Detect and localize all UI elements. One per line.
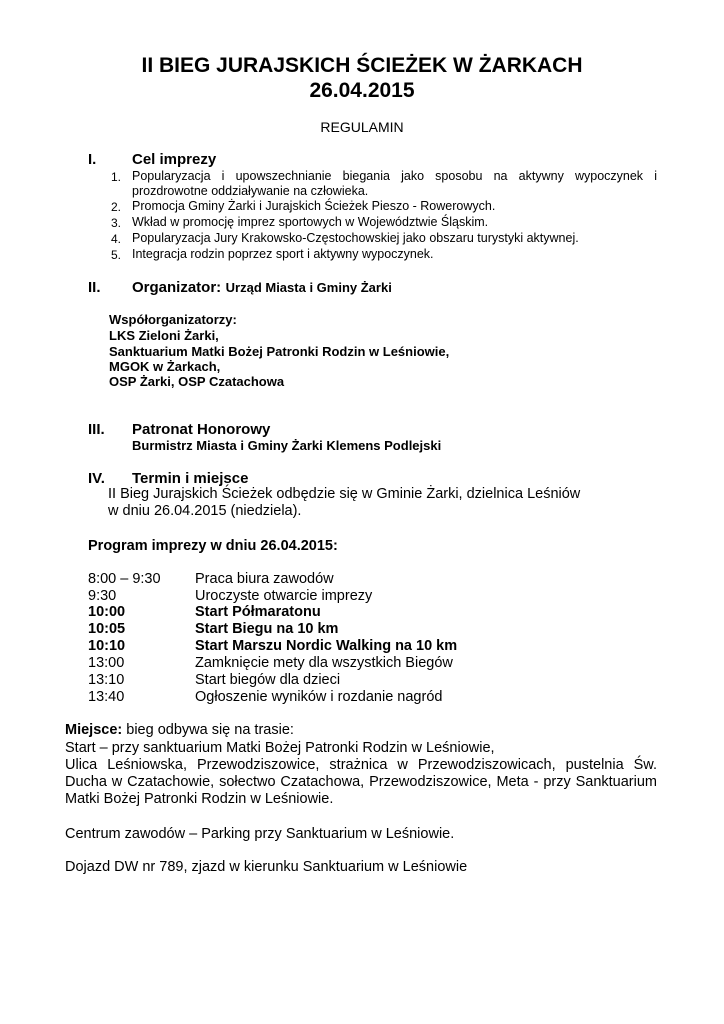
- program-event: Start Półmaratonu: [195, 604, 321, 620]
- date-place-text: II Bieg Jurajskich Ścieżek odbędzie się w Gminie Żarki, dzielnica Leśniów: [108, 486, 581, 502]
- list-item-number: 4.: [111, 232, 122, 246]
- document-date: 26.04.2015: [309, 79, 415, 102]
- route-text: Ulica Leśniowska, Przewodziszowice, strażnica w Przewodziszowicach, pustelnia Św.: [65, 757, 657, 773]
- location-intro: [65, 722, 294, 738]
- route-text: Matki Bożej Patronki Rodzin w Leśniowie.: [65, 791, 334, 807]
- program-time: 10:05: [88, 621, 126, 637]
- section-number: II.: [88, 279, 101, 296]
- list-item-text: prozdrowotne oddziaływanie na człowieka.: [132, 184, 369, 198]
- regulamin-heading: REGULAMIN: [320, 119, 404, 135]
- program-time: 8:00 – 9:30: [88, 571, 161, 587]
- list-item-number: 5.: [111, 248, 122, 262]
- program-heading: Program imprezy w dniu 26.04.2015:: [88, 538, 338, 554]
- program-event: Ogłoszenie wyników i rozdanie nagród: [195, 689, 443, 705]
- coorganizer-item: Sanktuarium Matki Bożej Patronki Rodzin w Leśniowie,: [109, 344, 450, 359]
- section-number: IV.: [88, 470, 105, 487]
- route-text: Start – przy sanktuarium Matki Bożej Patronki Rodzin w Leśniowie,: [65, 740, 495, 756]
- list-item-text: Wkład w promocję imprez sportowych w Województwie Śląskim.: [132, 215, 489, 229]
- list-item-text: Popularyzacja Jury Krakowsko-Częstochowskiej jako obszaru turystyki aktywnej.: [132, 231, 579, 245]
- list-item-text: Promocja Gminy Żarki i Jurajskich Ścieżek Pieszo - Rowerowych.: [132, 199, 496, 213]
- date-place-text: w dniu 26.04.2015 (niedziela).: [108, 503, 302, 519]
- event-center-text: Centrum zawodów – Parking przy Sanktuarium w Leśniowie.: [65, 826, 455, 842]
- section-title: Patronat Honorowy: [132, 421, 271, 438]
- section-title: Cel imprezy: [132, 151, 217, 168]
- program-event: Start Biegu na 10 km: [195, 621, 339, 637]
- program-event: Zamknięcie mety dla wszystkich Biegów: [195, 655, 453, 671]
- document-title: II BIEG JURAJSKICH ŚCIEŻEK W ŻARKACH: [141, 54, 583, 77]
- coorganizer-item: MGOK w Żarkach,: [109, 359, 221, 374]
- list-item-text: Integracja rodzin poprzez sport i aktywny wypoczynek.: [132, 247, 434, 261]
- program-time: 13:40: [88, 689, 125, 705]
- organizer-line: [132, 279, 392, 297]
- organizer-name: Urząd Miasta i Gminy Żarki: [225, 280, 392, 295]
- route-text: Ducha w Czatachowie, sołectwo Czatachowa, Przewodziszowice, Meta - przy Sanktuarium: [65, 774, 657, 790]
- location-label: Miejsce:: [65, 722, 123, 738]
- honorary-patron: Burmistrz Miasta i Gminy Żarki Klemens Podlejski: [132, 438, 442, 453]
- coorganizer-item: OSP Żarki, OSP Czatachowa: [109, 374, 285, 389]
- list-item-number: 3.: [111, 216, 122, 230]
- program-event: Uroczyste otwarcie imprezy: [195, 588, 373, 604]
- coorganizers-heading: Współorganizatorzy:: [109, 312, 237, 327]
- list-item-number: 1.: [111, 170, 122, 184]
- program-time: 10:00: [88, 604, 126, 620]
- program-time: 9:30: [88, 588, 117, 604]
- access-directions-text: Dojazd DW nr 789, zjazd w kierunku Sanktuarium w Leśniowie: [65, 859, 468, 875]
- section-title: Organizator:: [132, 279, 222, 296]
- program-time: 13:10: [88, 672, 125, 688]
- program-event: Start biegów dla dzieci: [195, 672, 341, 688]
- program-event: Start Marszu Nordic Walking na 10 km: [195, 638, 458, 654]
- section-number: III.: [88, 421, 105, 438]
- coorganizer-item: LKS Zieloni Żarki,: [109, 328, 219, 343]
- program-time: 10:10: [88, 638, 126, 654]
- list-item-number: 2.: [111, 200, 122, 214]
- program-event: Praca biura zawodów: [195, 571, 334, 587]
- section-number: I.: [88, 151, 97, 168]
- location-intro-text: bieg odbywa się na trasie:: [122, 722, 294, 738]
- program-time: 13:00: [88, 655, 125, 671]
- section-title: Termin i miejsce: [132, 470, 249, 487]
- list-item-text: Popularyzacja i upowszechnianie biegania jako sposobu na aktywny wypoczynek i: [132, 169, 657, 183]
